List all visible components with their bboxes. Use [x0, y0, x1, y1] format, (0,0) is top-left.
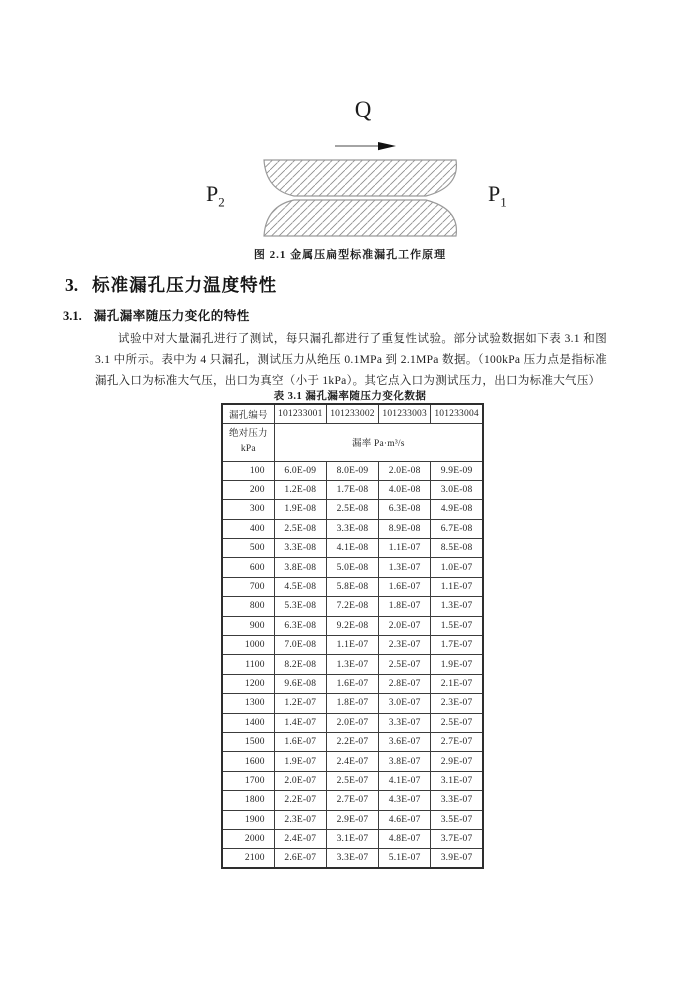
pressure-cell: 2100 — [222, 849, 274, 868]
leak-rate-cell: 1.1E-07 — [379, 539, 431, 558]
leak-rate-cell: 1.0E-07 — [431, 558, 483, 577]
leak-rate-cell: 3.3E-08 — [326, 519, 378, 538]
leak-rate-cell: 1.8E-07 — [326, 694, 378, 713]
leak-rate-cell: 3.9E-07 — [431, 849, 483, 868]
leak-rate-cell: 4.0E-08 — [379, 480, 431, 499]
leak-rate-cell: 2.8E-07 — [379, 674, 431, 693]
leak-rate-cell: 8.5E-08 — [431, 539, 483, 558]
table-row — [222, 732, 483, 751]
pressure-cell: 300 — [222, 500, 274, 519]
table-row — [222, 713, 483, 732]
leak-serial: 101233002 — [326, 404, 378, 423]
leak-rate-cell: 2.7E-07 — [326, 791, 378, 810]
leak-rate-cell: 5.0E-08 — [326, 558, 378, 577]
pressure-cell: 200 — [222, 480, 274, 499]
leak-rate-cell: 2.5E-08 — [274, 519, 326, 538]
leak-rate-cell: 1.6E-07 — [274, 732, 326, 751]
pressure-cell: 1700 — [222, 771, 274, 790]
pressure-cell: 1000 — [222, 636, 274, 655]
pressure-cell: 800 — [222, 597, 274, 616]
leak-rate-cell: 2.5E-07 — [379, 655, 431, 674]
leak-rate-cell: 1.9E-07 — [431, 655, 483, 674]
leak-rate-cell: 3.7E-07 — [431, 829, 483, 848]
flow-arrow-icon — [335, 142, 396, 150]
table-row — [222, 810, 483, 829]
leak-rate-cell: 2.5E-07 — [326, 771, 378, 790]
subsection-title: 漏孔漏率随压力变化的特性 — [93, 309, 250, 323]
leak-rate-cell: 8.2E-08 — [274, 655, 326, 674]
serial-header-row — [222, 404, 483, 423]
leak-rate-cell: 6.0E-09 — [274, 461, 326, 480]
table-row — [222, 655, 483, 674]
pressure-header — [222, 423, 274, 461]
flow-rate-label: Q — [354, 97, 372, 122]
leak-rate-cell: 1.8E-07 — [379, 597, 431, 616]
leak-rate-cell: 1.1E-07 — [431, 577, 483, 596]
leak-rate-cell: 9.6E-08 — [274, 674, 326, 693]
leak-rate-cell: 3.8E-08 — [274, 558, 326, 577]
leak-rate-cell: 1.1E-07 — [326, 636, 378, 655]
leak-rate-cell: 4.8E-07 — [379, 829, 431, 848]
leak-rate-cell: 1.9E-07 — [274, 752, 326, 771]
leak-rate-cell: 1.6E-07 — [379, 577, 431, 596]
leak-id-header: 漏孔编号 — [222, 404, 274, 423]
pressure-header-unit: kPa — [240, 444, 256, 454]
leak-rate-cell: 2.7E-07 — [431, 732, 483, 751]
leak-rate-cell: 4.9E-08 — [431, 500, 483, 519]
table-row — [222, 558, 483, 577]
leak-rate-cell: 4.1E-08 — [326, 539, 378, 558]
leak-rate-cell: 3.8E-07 — [379, 752, 431, 771]
table-row — [222, 752, 483, 771]
leak-element-diagram — [180, 95, 520, 245]
leak-rate-unit-header: 漏率 Pa·m³/s — [274, 423, 483, 461]
pressure-cell: 100 — [222, 461, 274, 480]
table-row — [222, 539, 483, 558]
leak-rate-cell: 9.9E-09 — [431, 461, 483, 480]
leak-rate-cell: 3.3E-07 — [326, 849, 378, 868]
p1-base: P — [488, 181, 501, 206]
leak-rate-cell: 2.3E-07 — [274, 810, 326, 829]
table-row — [222, 461, 483, 480]
table-row — [222, 519, 483, 538]
leak-rate-cell: 1.5E-07 — [431, 616, 483, 635]
leak-rate-cell: 4.6E-07 — [379, 810, 431, 829]
leak-rate-cell: 7.0E-08 — [274, 636, 326, 655]
leak-rate-cell: 5.3E-08 — [274, 597, 326, 616]
leak-rate-cell: 2.1E-07 — [431, 674, 483, 693]
table-row — [222, 849, 483, 868]
leak-rate-cell: 1.3E-07 — [379, 558, 431, 577]
leak-rate-cell: 2.5E-08 — [326, 500, 378, 519]
pressure-cell: 1200 — [222, 674, 274, 693]
leak-rate-cell: 3.3E-07 — [431, 791, 483, 810]
pressure-cell: 400 — [222, 519, 274, 538]
pressure-cell: 1800 — [222, 791, 274, 810]
table-row — [222, 791, 483, 810]
unit-header-row — [222, 423, 483, 461]
table-row — [222, 616, 483, 635]
table-row — [222, 500, 483, 519]
pressure-label-p1 — [488, 181, 507, 210]
leak-serial: 101233004 — [431, 404, 483, 423]
table-row — [222, 577, 483, 596]
leak-rate-cell: 3.0E-07 — [379, 694, 431, 713]
leak-rate-cell: 2.4E-07 — [326, 752, 378, 771]
leak-rate-table — [221, 403, 484, 869]
subsection-heading — [63, 306, 250, 324]
leak-rate-cell: 1.2E-07 — [274, 694, 326, 713]
pressure-cell: 500 — [222, 539, 274, 558]
leak-rate-cell: 2.4E-07 — [274, 829, 326, 848]
leak-serial: 101233003 — [379, 404, 431, 423]
table-row — [222, 694, 483, 713]
pressure-cell: 1300 — [222, 694, 274, 713]
leak-rate-cell: 2.5E-07 — [431, 713, 483, 732]
pressure-label-p2 — [206, 181, 225, 210]
leak-rate-cell: 2.0E-07 — [379, 616, 431, 635]
leak-rate-cell: 2.0E-07 — [274, 771, 326, 790]
pressure-cell: 700 — [222, 577, 274, 596]
leak-rate-cell: 2.0E-08 — [379, 461, 431, 480]
leak-principle-figure — [180, 95, 520, 245]
leak-rate-cell: 6.3E-08 — [379, 500, 431, 519]
p2-base: P — [206, 181, 219, 206]
leak-rate-cell: 1.9E-08 — [274, 500, 326, 519]
leak-rate-cell: 3.0E-08 — [431, 480, 483, 499]
leak-rate-cell: 1.4E-07 — [274, 713, 326, 732]
pressure-cell: 900 — [222, 616, 274, 635]
table-row — [222, 597, 483, 616]
leak-rate-cell: 3.1E-07 — [326, 829, 378, 848]
pressure-header-line1: 绝对压力 — [228, 429, 268, 439]
table-row — [222, 829, 483, 848]
pressure-cell: 1900 — [222, 810, 274, 829]
section-number: 3. — [65, 275, 79, 295]
p1-subscript: 1 — [500, 194, 507, 210]
leak-rate-cell: 2.9E-07 — [326, 810, 378, 829]
leak-rate-cell: 2.2E-07 — [274, 791, 326, 810]
table-body — [222, 461, 483, 868]
table-row — [222, 771, 483, 790]
leak-element-upper — [264, 160, 456, 196]
leak-rate-cell: 4.3E-07 — [379, 791, 431, 810]
pressure-cell: 1100 — [222, 655, 274, 674]
leak-rate-cell: 6.3E-08 — [274, 616, 326, 635]
pressure-cell: 1400 — [222, 713, 274, 732]
leak-rate-cell: 2.6E-07 — [274, 849, 326, 868]
leak-rate-cell: 1.3E-07 — [326, 655, 378, 674]
leak-rate-cell: 3.3E-08 — [274, 539, 326, 558]
pressure-cell: 2000 — [222, 829, 274, 848]
table-row — [222, 674, 483, 693]
leak-rate-cell: 9.2E-08 — [326, 616, 378, 635]
leak-rate-cell: 7.2E-08 — [326, 597, 378, 616]
table-row — [222, 636, 483, 655]
section-heading — [65, 272, 277, 297]
leak-rate-cell: 2.3E-07 — [431, 694, 483, 713]
body-paragraph: 试验中对大量漏孔进行了测试，每只漏孔都进行了重复性试验。部分试验数据如下表 3.1 和图 3.1 中所示。表中为 4 只漏孔，测试压力从绝压 0.1MPa 到 2.1MPa 数据。（100kPa 压力点是指标准漏孔入口为标准大气压，出口为真空（小于 1kPa）。其它点入口为测试压力，出口为标准大气压） — [95, 333, 607, 387]
p2-subscript: 2 — [218, 194, 225, 210]
leak-rate-cell: 8.9E-08 — [379, 519, 431, 538]
pressure-cell: 600 — [222, 558, 274, 577]
leak-rate-cell: 2.0E-07 — [326, 713, 378, 732]
table-row — [222, 480, 483, 499]
leak-serial: 101233001 — [274, 404, 326, 423]
leak-rate-cell: 1.7E-08 — [326, 480, 378, 499]
leak-rate-cell: 1.6E-07 — [326, 674, 378, 693]
leak-rate-cell: 1.7E-07 — [431, 636, 483, 655]
section-title: 标准漏孔压力温度特性 — [92, 275, 278, 295]
leak-rate-cell: 2.3E-07 — [379, 636, 431, 655]
leak-rate-cell: 4.1E-07 — [379, 771, 431, 790]
pressure-cell: 1600 — [222, 752, 274, 771]
leak-rate-cell: 3.5E-07 — [431, 810, 483, 829]
pressure-cell: 1500 — [222, 732, 274, 751]
leak-rate-cell: 3.3E-07 — [379, 713, 431, 732]
leak-rate-cell: 2.2E-07 — [326, 732, 378, 751]
leak-rate-cell: 1.2E-08 — [274, 480, 326, 499]
figure-caption: 图 2.1 金属压扁型标准漏孔工作原理 — [253, 249, 447, 261]
leak-rate-cell: 2.9E-07 — [431, 752, 483, 771]
leak-rate-cell: 8.0E-09 — [326, 461, 378, 480]
leak-rate-cell: 4.5E-08 — [274, 577, 326, 596]
leak-rate-cell: 3.1E-07 — [431, 771, 483, 790]
leak-rate-cell: 3.6E-07 — [379, 732, 431, 751]
leak-element-lower — [264, 200, 456, 236]
leak-rate-cell: 1.3E-07 — [431, 597, 483, 616]
leak-rate-cell: 5.8E-08 — [326, 577, 378, 596]
leak-rate-cell: 6.7E-08 — [431, 519, 483, 538]
table-caption: 表 3.1 漏孔漏率随压力变化数据 — [273, 391, 427, 402]
leak-rate-cell: 5.1E-07 — [379, 849, 431, 868]
subsection-number: 3.1. — [63, 309, 82, 323]
